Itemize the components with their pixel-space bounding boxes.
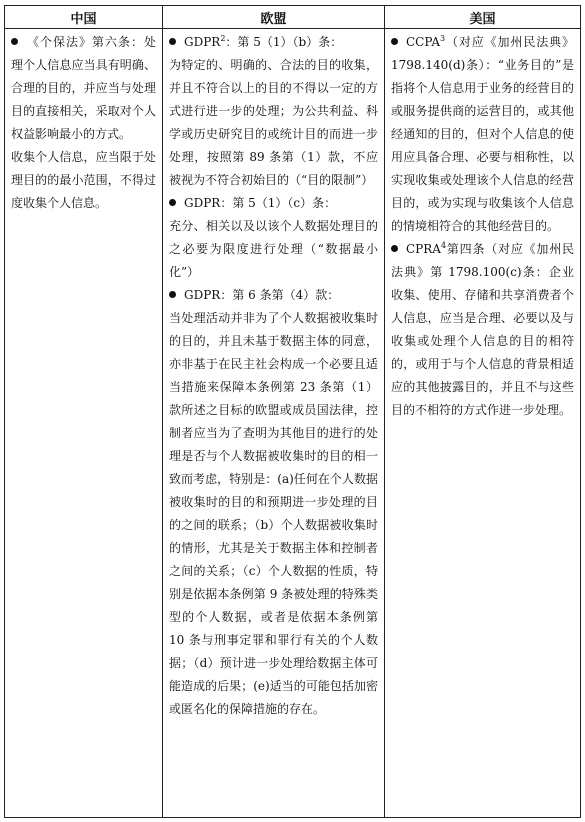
china-item-1-head: 《个保法》第六条： [26, 35, 144, 49]
comparison-table [4, 5, 581, 818]
footnote-ref-2: 2 [220, 34, 226, 43]
eu-item-2-text: 充分、相关以及以该个人数据处理目的之必要为限度进行处理（“数据最小化”） [169, 219, 378, 279]
china-item-1-text: 处理个人信息应当具有明确、合理的目的，并应当与处理目的直接相关，采取对个人权益影响最小的方式。 [11, 35, 156, 141]
us-item-2-text: 企业收集、使用、存储和共享消费者个人信息，应当是合理、必要以及与收集或处理个人信息的目的相符的，或用于与个人信息的背景相适应的其他披露目的，并且不与这些目的不相符的方式作进一步处理。 [391, 265, 574, 417]
eu-item-1 [169, 31, 378, 192]
us-item-2-head-pre: CPRA [406, 242, 441, 256]
eu-item-1-text: 为特定的、明确的、合法的目的收集，并且不符合以上的目的不得以一定的方式进行进一步的处理；为公共利益、科学或历史研究目的或统计目的而进一步处理，按照第 89 条第（1）款，不应被视为不符合初始目的（“目的限制”） [169, 58, 378, 187]
content-row [5, 29, 581, 818]
eu-item-3-text: 当处理活动并非为了个人数据被收集时的目的，并且未基于数据主体的同意，亦非基于在民主社会构成一个必要且适当措施来保障本条例第 23 条第（1）款所述之目标的欧盟或成员国法律，控制者应当为了查明为其他目的进行的处理是否与个人数据被收集时的目的相一致而考虑，特别是：(a)任何在个人数据被收集时的目的和预期进一步处理的目的之间的联系；（b）个人数据被收集时的情形，尤其是关于数据主体和控制者之间的关系；（c）个人数据的性质，特别是依据本条例第 9 条被处理的特殊类型的个人数据，或者是依据本条例第 10 条与刑事定罪和罪行有关的个人数据；（d）预计进一步处理给数据主体可能造成的后果；(e)适当的可能包括加密或匿名化的保障措施的存在。 [169, 311, 378, 716]
eu-item-2 [169, 192, 378, 284]
bullet-icon [391, 38, 398, 45]
china-extra: 收集个人信息，应当限于处理目的的最小范围，不得过度收集个人信息。 [11, 150, 156, 210]
eu-item-1-head-pre: GDPR [184, 35, 221, 49]
us-item-2 [391, 238, 574, 422]
us-item-1 [391, 31, 574, 238]
china-item-1 [11, 31, 156, 146]
bullet-icon [11, 38, 18, 45]
eu-item-3 [169, 284, 378, 721]
bullet-icon [169, 38, 176, 45]
cell-eu [163, 29, 385, 818]
footnote-ref-3: 3 [440, 34, 446, 43]
bullet-icon [391, 245, 398, 252]
header-eu: 欧盟 [163, 6, 385, 29]
bullet-icon [169, 291, 176, 298]
eu-item-3-head: GDPR：第 6 条第（4）款： [184, 288, 340, 302]
us-item-2-head-post: 第四条（对应《加州民法典》第 1798.100(c)条： [391, 242, 574, 279]
footnote-ref-4: 4 [440, 241, 447, 250]
eu-item-1-head-post: ：第 5（1）（b）条： [225, 35, 343, 49]
us-item-1-text: “业务目的”是指将个人信息用于业务的经营目的或服务提供商的运营目的，或其他经通知的目的，但对个人信息的使用应具备合理、必要与相称性，以实现收集或处理该个人信息的经营目的，或为实现与收集该个人信息的情境相符合的其他经营目的。 [391, 58, 574, 233]
cell-us [385, 29, 581, 818]
header-us: 美国 [385, 6, 581, 29]
bullet-icon [169, 199, 176, 206]
header-china: 中国 [5, 6, 163, 29]
us-item-1-head-pre: CCPA [406, 35, 441, 49]
us-item-1-head-post: （对应《加州民法典》1798.140(d)条）： [391, 35, 574, 72]
eu-item-2-head: GDPR：第 5（1）（c）条： [184, 196, 337, 210]
header-row [5, 6, 581, 29]
cell-china [5, 29, 163, 818]
